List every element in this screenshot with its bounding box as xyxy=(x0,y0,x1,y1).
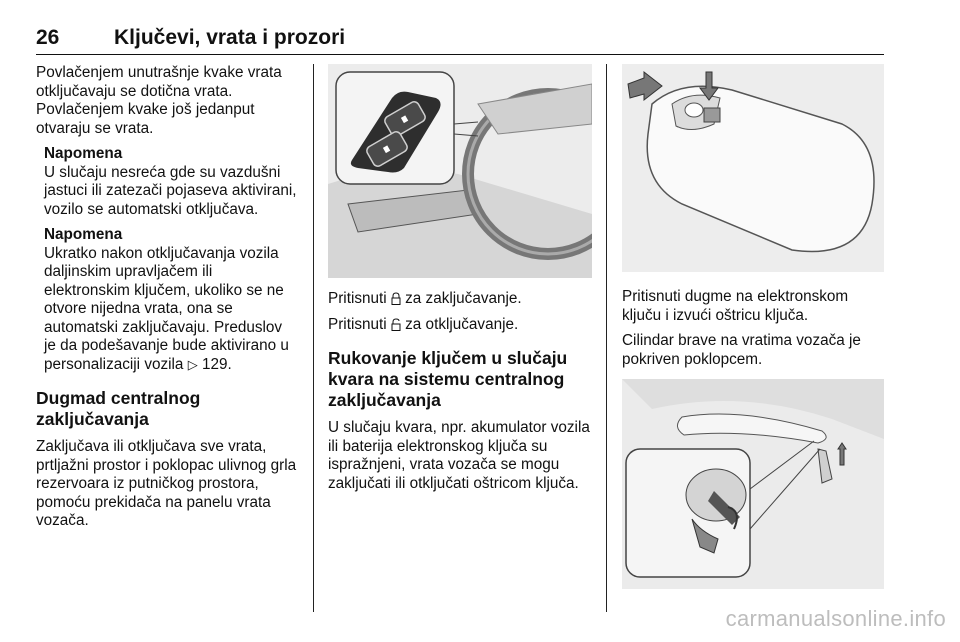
lock-instruction-suffix: za zaključavanje. xyxy=(405,290,522,307)
unlock-instruction xyxy=(328,316,594,335)
paragraph: U slučaju kvara, npr. akumulator vozila ili baterija elektronskog ključa su ispražnjeni, vrata vozača se mogu zaključati ili otključati oštricom ključa. xyxy=(328,419,590,492)
page-title: Ključevi, vrata i prozori xyxy=(114,26,346,49)
paragraph: Povlačenjem unutrašnje kvake vrata otključavaju se dotična vrata. Povlačenjem kvake još jedanput otvaraju se vrata. xyxy=(36,64,282,137)
column-divider-2 xyxy=(606,64,607,612)
note-label: Napomena xyxy=(44,226,123,243)
note-body: U slučaju nesreća gde su vazdušni jastuci ili zatezači pojaseva aktivirani, vozilo se automatski otključava. xyxy=(44,163,297,218)
section-heading: Dugmad centralnog zaključavanja xyxy=(36,388,201,429)
page-number: 26 xyxy=(36,26,60,49)
unlock-icon xyxy=(391,318,401,331)
page-reference-arrow-icon: ▷ xyxy=(187,356,198,372)
unlock-instruction-suffix: za otključavanje. xyxy=(405,315,519,333)
electronic-key-illustration xyxy=(622,64,884,272)
door-switch-illustration xyxy=(328,64,592,278)
section-heading: Rukovanje ključem u slučaju kvara na sistemu centralnog zaključavanja xyxy=(328,348,568,410)
lock-instruction xyxy=(328,290,594,309)
lock-icon xyxy=(391,292,401,305)
note-label: Napomena xyxy=(44,145,123,162)
column-3 xyxy=(622,64,884,589)
column-1 xyxy=(36,64,298,538)
lock-instruction-prefix: Pritisnuti xyxy=(328,290,387,307)
paragraph: Pritisnuti dugme na elektronskom ključu i izvući oštricu ključa. xyxy=(622,288,849,324)
note-1 xyxy=(44,145,298,219)
column-2 xyxy=(328,64,594,500)
paragraph: Cilindar brave na vratima vozača je pokriven poklopcem. xyxy=(622,332,861,368)
paragraph: Zaključava ili otključava sve vrata, prtljažni prostor i poklopac ulivnog grla rezervoara iz putničkog prostora, pomoću prekidača na panelu vrata vozača. xyxy=(36,438,297,529)
watermark: carmanualsonline.info xyxy=(725,606,946,631)
column-divider-1 xyxy=(313,64,314,612)
page-header xyxy=(36,22,884,55)
unlock-instruction-prefix: Pritisnuti xyxy=(328,315,387,333)
page-reference[interactable]: 129. xyxy=(201,355,232,373)
door-lock-cylinder-illustration xyxy=(622,379,884,589)
note-body: Ukratko nakon otključavanja vozila daljinskim upravljačem ili elektronskim ključem, ukoliko se ne otvore nijedna vrata, ona se automatski zaključavaju. Preduslov je da podešavanje bude aktivirano u personalizaciji vozila xyxy=(44,244,289,373)
note-2 xyxy=(44,226,298,374)
